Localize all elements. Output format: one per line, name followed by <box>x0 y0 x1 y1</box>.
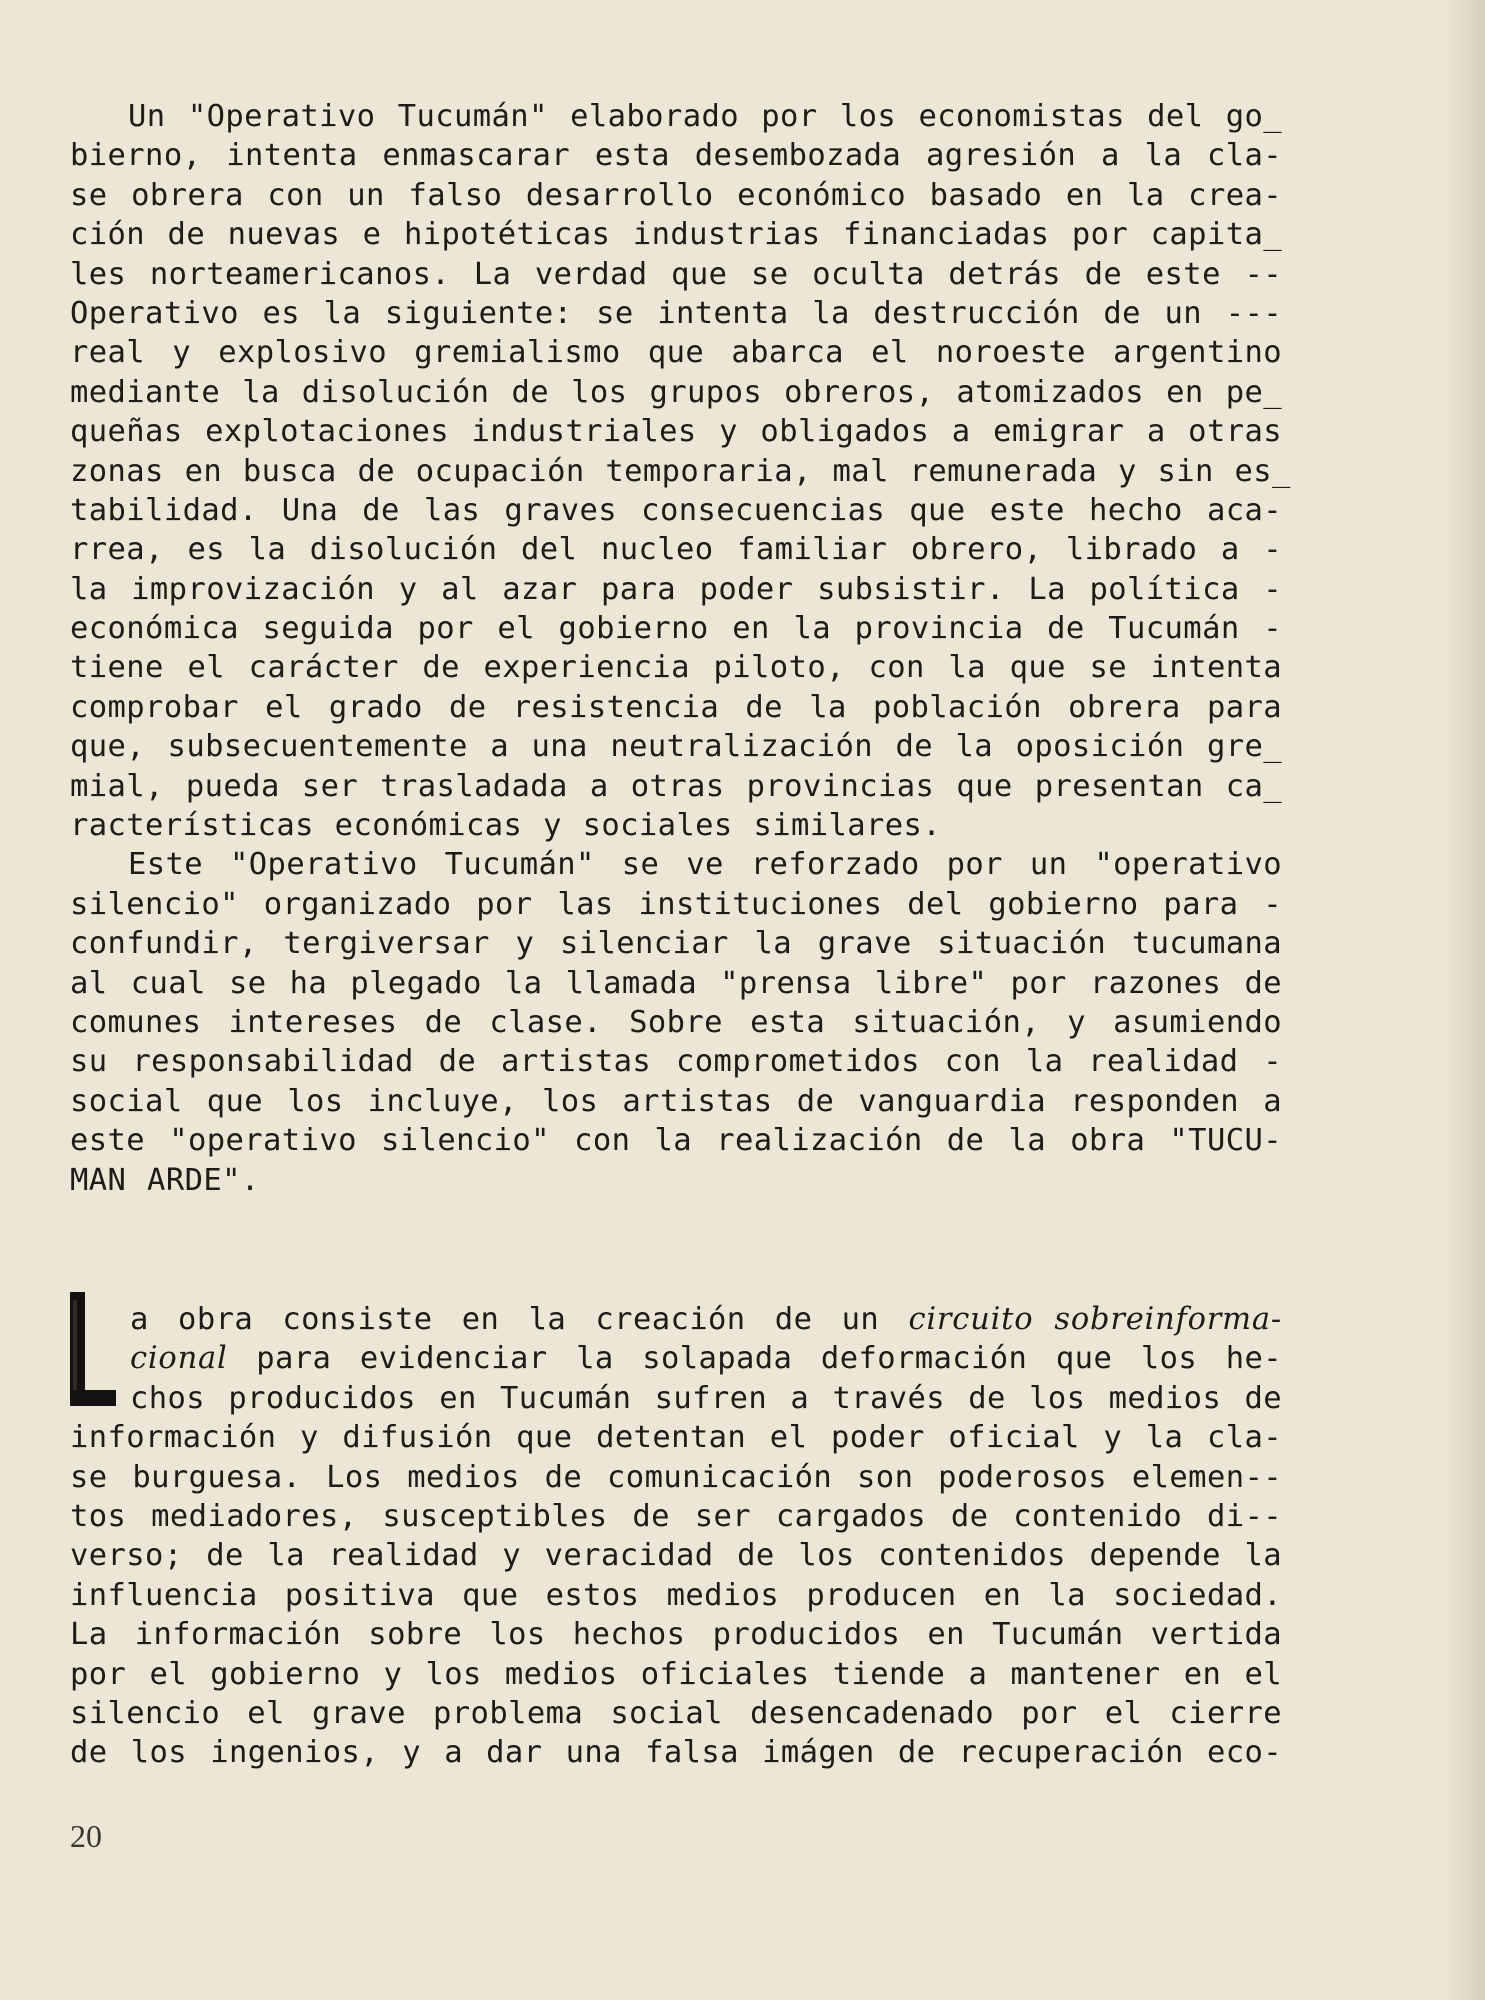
text-line: tos mediadores, susceptibles de ser cargados de contenido di-- <box>70 1498 1282 1534</box>
text-line: silencio" organizado por las instituciones del gobierno para - <box>70 886 1282 922</box>
text-line: por el gobierno y los medios oficiales tiende a mantener en el <box>70 1656 1282 1692</box>
text-block-bottom <box>70 1300 1282 1773</box>
text-line: MAN ARDE". <box>70 1162 260 1198</box>
text-line: verso; de la realidad y veracidad de los contenidos depende la <box>70 1538 1282 1574</box>
page-edge-shadow <box>1445 0 1485 2000</box>
text-line: confundir, tergiversar y silenciar la grave situación tucumana <box>70 926 1282 962</box>
text-line: racterísticas económicas y sociales similares. <box>70 808 942 844</box>
text-segment-italic: cional <box>130 1341 228 1377</box>
text-line: de los ingenios, y a dar una falsa imágen de recuperación eco- <box>70 1735 1282 1771</box>
text-line: económica seguida por el gobierno en la provincia de Tucumán - <box>70 611 1282 647</box>
text-line: queñas explotaciones industriales y obligados a emigrar a otras <box>70 414 1282 450</box>
text-line: zonas en busca de ocupación temporaria, mal remunerada y sin es_ <box>70 453 1291 489</box>
text-line: influencia positiva que estos medios producen en la sociedad. <box>70 1577 1282 1613</box>
page-number: 20 <box>70 1818 102 1854</box>
text-line: la improvización y al azar para poder subsistir. La política - <box>70 571 1282 607</box>
text-line: les norteamericanos. La verdad que se oculta detrás de este -- <box>70 256 1282 292</box>
text-line: mediante la disolución de los grupos obreros, atomizados en pe_ <box>70 374 1282 410</box>
text-line <box>70 1300 1282 1339</box>
text-line: Operativo es la siguiente: se intenta la destrucción de un --- <box>70 295 1282 331</box>
text-line: silencio el grave problema social desencadenado por el cierre <box>70 1695 1282 1731</box>
text-line: ción de nuevas e hipotéticas industrias financiadas por capita_ <box>70 217 1282 253</box>
text-line: tabilidad. Una de las graves consecuencias que este hecho aca- <box>70 492 1282 528</box>
text-line: tiene el carácter de experiencia piloto, con la que se intenta <box>70 650 1282 686</box>
text-line: este "operativo silencio" con la realización de la obra "TUCU- <box>70 1123 1282 1159</box>
text-line: La información sobre los hechos producidos en Tucumán vertida <box>70 1617 1282 1653</box>
text-line: Un "Operativo Tucumán" elaborado por los economistas del go_ <box>128 99 1282 134</box>
text-line: al cual se ha plegado la llamada "prensa libre" por razones de <box>70 965 1282 1001</box>
text-line: bierno, intenta enmascarar esta desembozada agresión a la cla- <box>70 138 1282 174</box>
text-line: que, subsecuentemente a una neutralización de la oposición gre_ <box>70 729 1282 765</box>
text-line: comunes intereses de clase. Sobre esta situación, y asumiendo <box>70 1004 1282 1040</box>
text-line: comprobar el grado de resistencia de la población obrera para <box>70 689 1282 725</box>
text-line: su responsabilidad de artistas comprometidos con la realidad - <box>70 1044 1282 1080</box>
text-segment: para evidenciar la solapada deformación que los he- <box>227 1341 1282 1377</box>
text-block-top <box>70 97 1291 1200</box>
text-segment-italic: circuito sobreinforma- <box>908 1302 1282 1337</box>
text-line: se obrera con un falso desarrollo económico basado en la crea- <box>70 177 1282 213</box>
text-line: Este "Operativo Tucumán" se ve reforzado por un "operativo <box>128 847 1282 883</box>
text-line: información y difusión que detentan el poder oficial y la cla- <box>70 1420 1282 1456</box>
text-line: se burguesa. Los medios de comunicación son poderosos elemen-- <box>70 1459 1282 1495</box>
text-line: chos producidos en Tucumán sufren a través de los medios de <box>130 1380 1282 1416</box>
text-line <box>70 1339 1282 1378</box>
text-segment: a obra consiste en la creación de un <box>130 1302 909 1337</box>
text-line: rrea, es la disolución del nucleo familiar obrero, librado a - <box>70 532 1282 568</box>
text-line: social que los incluye, los artistas de vanguardia responden a <box>70 1083 1282 1119</box>
text-line: real y explosivo gremialismo que abarca el noroeste argentino <box>70 335 1282 371</box>
text-line: mial, pueda ser trasladada a otras provincias que presentan ca_ <box>70 768 1282 804</box>
